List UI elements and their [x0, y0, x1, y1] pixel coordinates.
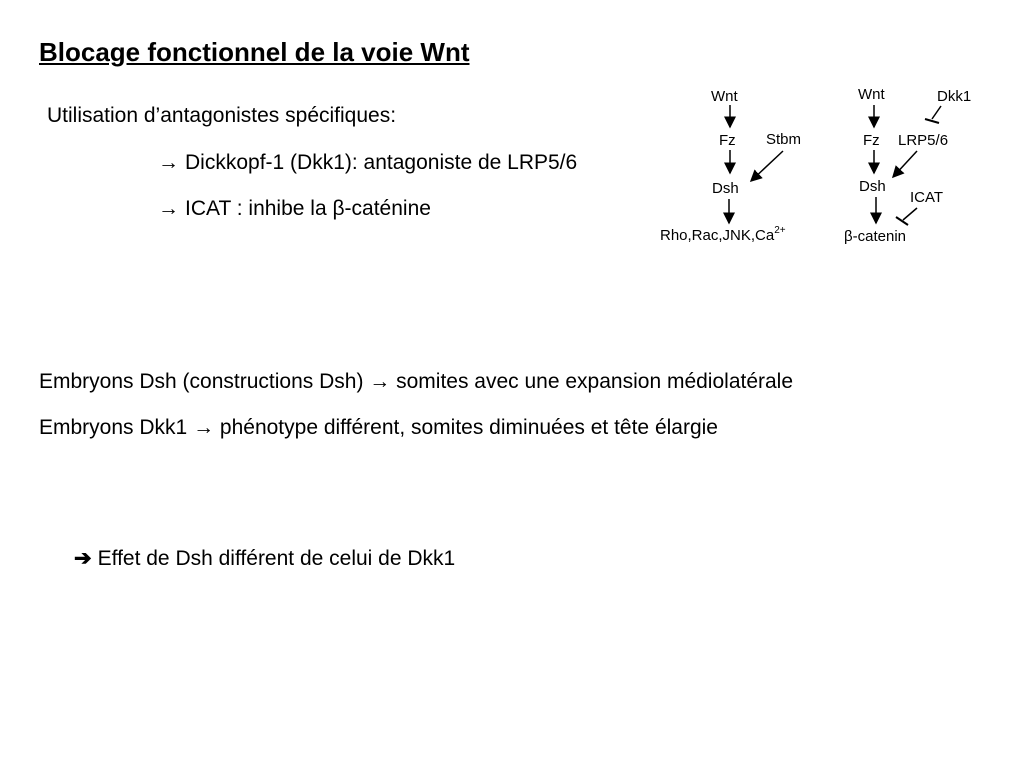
- conclusion: [74, 546, 455, 572]
- observation-prefix: Embryons Dsh (constructions Dsh): [39, 370, 364, 393]
- conclusion-text: Effet de Dsh différent de celui de Dkk1: [97, 547, 456, 570]
- bullet-icat: [158, 196, 431, 222]
- left-output-label: $Rho,Rac,JNK,Ca^{2+}$: [660, 225, 786, 244]
- left-wnt-label: Wnt: [711, 88, 738, 105]
- arrow-icon: →: [158, 151, 179, 174]
- arrow-icon: →: [193, 416, 215, 439]
- right-dkk1-label: Dkk1: [937, 88, 972, 105]
- right-inhibit-icat: [903, 208, 917, 220]
- wnt-pathway-diagram: [655, 75, 995, 255]
- bullet-dkk1: [158, 150, 577, 176]
- bullet-text: ICAT : inhibe la β-caténine: [185, 197, 431, 220]
- right-inhibit-dkk1-lrp: [932, 106, 941, 119]
- left-fz-label: Fz: [719, 132, 736, 149]
- observation-dsh: [39, 369, 793, 395]
- bold-arrow-icon: ➔: [74, 547, 92, 570]
- bullet-text: Dickkopf-1 (Dkk1): antagoniste de LRP5/6: [185, 151, 578, 174]
- left-stbm-label: Stbm: [766, 131, 802, 148]
- intro-text: Utilisation d’antagonistes spécifiques:: [47, 104, 397, 127]
- left-dsh-label: Dsh: [712, 180, 739, 197]
- observation-suffix: somites avec une expansion médiolatérale: [396, 370, 794, 393]
- right-lrp-label: LRP5/6: [898, 132, 949, 149]
- arrow-icon: →: [369, 370, 391, 393]
- observation-suffix: phénotype différent, somites diminuées et tête élargie: [219, 416, 718, 439]
- left-arrow-stbm-dsh: [751, 151, 783, 181]
- right-arrow-lrp-dsh: [893, 151, 917, 177]
- right-dsh-label: Dsh: [859, 178, 886, 195]
- right-fz-label: Fz: [863, 132, 880, 149]
- observation-dkk1: [39, 415, 718, 441]
- right-inhibit-bar: [925, 119, 939, 123]
- arrow-icon: →: [158, 197, 179, 220]
- slide-title: Blocage fonctionnel de la voie Wnt: [39, 37, 470, 67]
- right-icat-label: ICAT: [910, 189, 944, 206]
- right-output-label: β-catenin: [844, 228, 906, 245]
- observation-prefix: Embryons Dkk1: [39, 416, 188, 439]
- right-wnt-label: Wnt: [858, 86, 885, 103]
